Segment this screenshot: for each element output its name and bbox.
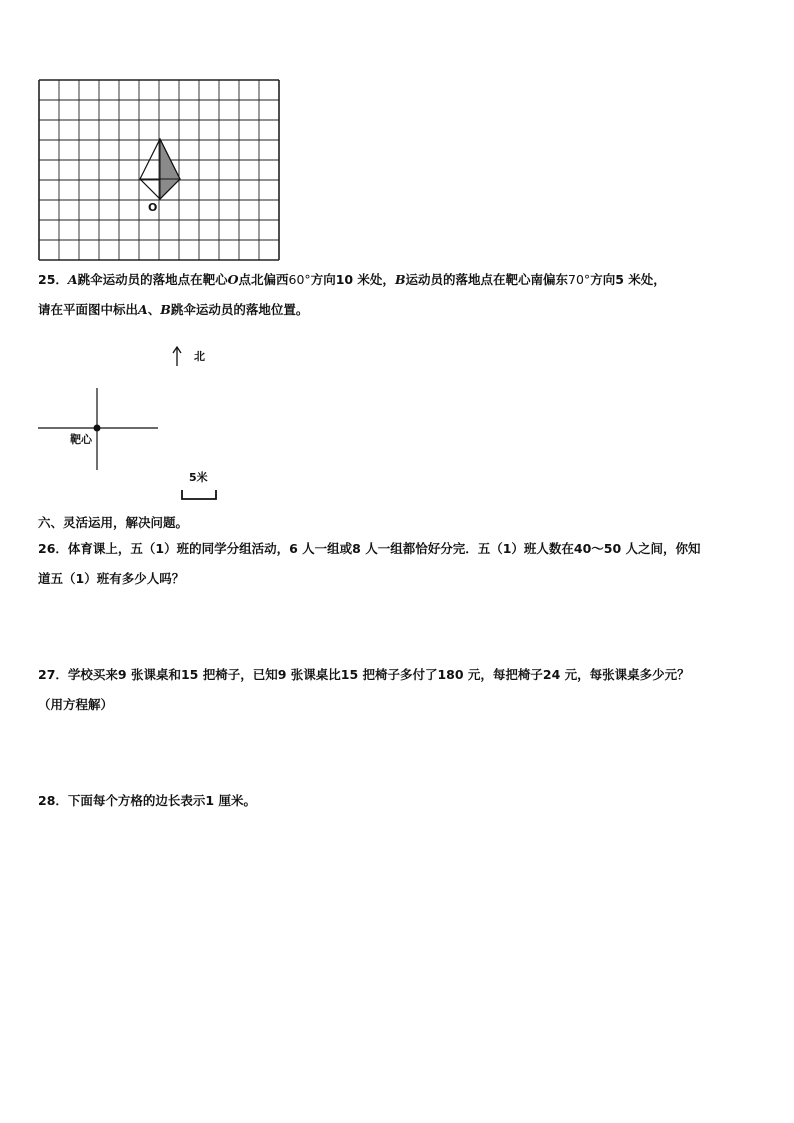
- q25-line2b: 跳伞运动员的落地位置。: [170, 302, 309, 317]
- q25-line2-sep: 、: [147, 302, 161, 317]
- q25-number: 25．: [38, 272, 68, 287]
- q26-line1: 26．体育课上，五（1）班的同学分组活动，6 人一组或8 人一组都恰好分完．五（1）班人数在40～50 人之间，你知: [38, 541, 701, 556]
- q25-text1: 跳伞运动员的落地点在靶心: [77, 272, 228, 287]
- section6-title: 六、灵活运用，解决问题。: [38, 515, 189, 530]
- origin-label: O: [148, 201, 158, 214]
- grid-lines: [39, 80, 279, 260]
- q25-line1: [38, 272, 666, 288]
- q25-text3: 方向10 米处，: [310, 272, 395, 287]
- grid-svg: [38, 79, 282, 261]
- north-label: 北: [194, 350, 205, 363]
- grid-figure: [38, 79, 282, 261]
- kite-shaded-half: [160, 139, 180, 199]
- q26-line2: 道五（1）班有多少人吗？: [38, 571, 185, 586]
- q25-line2a: 请在平面图中标出: [38, 302, 139, 317]
- q25-line2-point-b: B: [160, 302, 171, 317]
- q27-line1: 27．学校买来9 张课桌和15 把椅子，已知9 张课桌比15 把椅子多付了180 元，每把椅子24 元，每张课桌多少元？: [38, 667, 690, 682]
- q25-line2: [38, 302, 308, 318]
- q25-line2-point-a: A: [138, 302, 148, 317]
- q25-point-b: B: [394, 272, 406, 287]
- q25-point-o: O: [227, 272, 239, 287]
- target-center-dot: [94, 425, 101, 432]
- q28-line1: 28．下面每个方格的边长表示1 厘米。: [38, 793, 256, 808]
- q25-text5: 方向5 米处，: [590, 272, 666, 287]
- q25-angle2: 70°: [568, 272, 591, 287]
- q27-line2: （用方程解）: [38, 697, 114, 712]
- q25-text4: 运动员的落地点在靶心南偏东: [405, 272, 569, 287]
- compass-figure: [36, 340, 236, 510]
- scale-label: 5米: [189, 471, 208, 484]
- q25-text2: 点北偏西: [238, 272, 289, 287]
- scale-bar: [182, 490, 216, 499]
- q25-angle1: 60°: [288, 272, 311, 287]
- target-center-label: 靶心: [70, 433, 92, 446]
- q25-point-a: A: [67, 272, 78, 287]
- compass-svg: [36, 340, 236, 510]
